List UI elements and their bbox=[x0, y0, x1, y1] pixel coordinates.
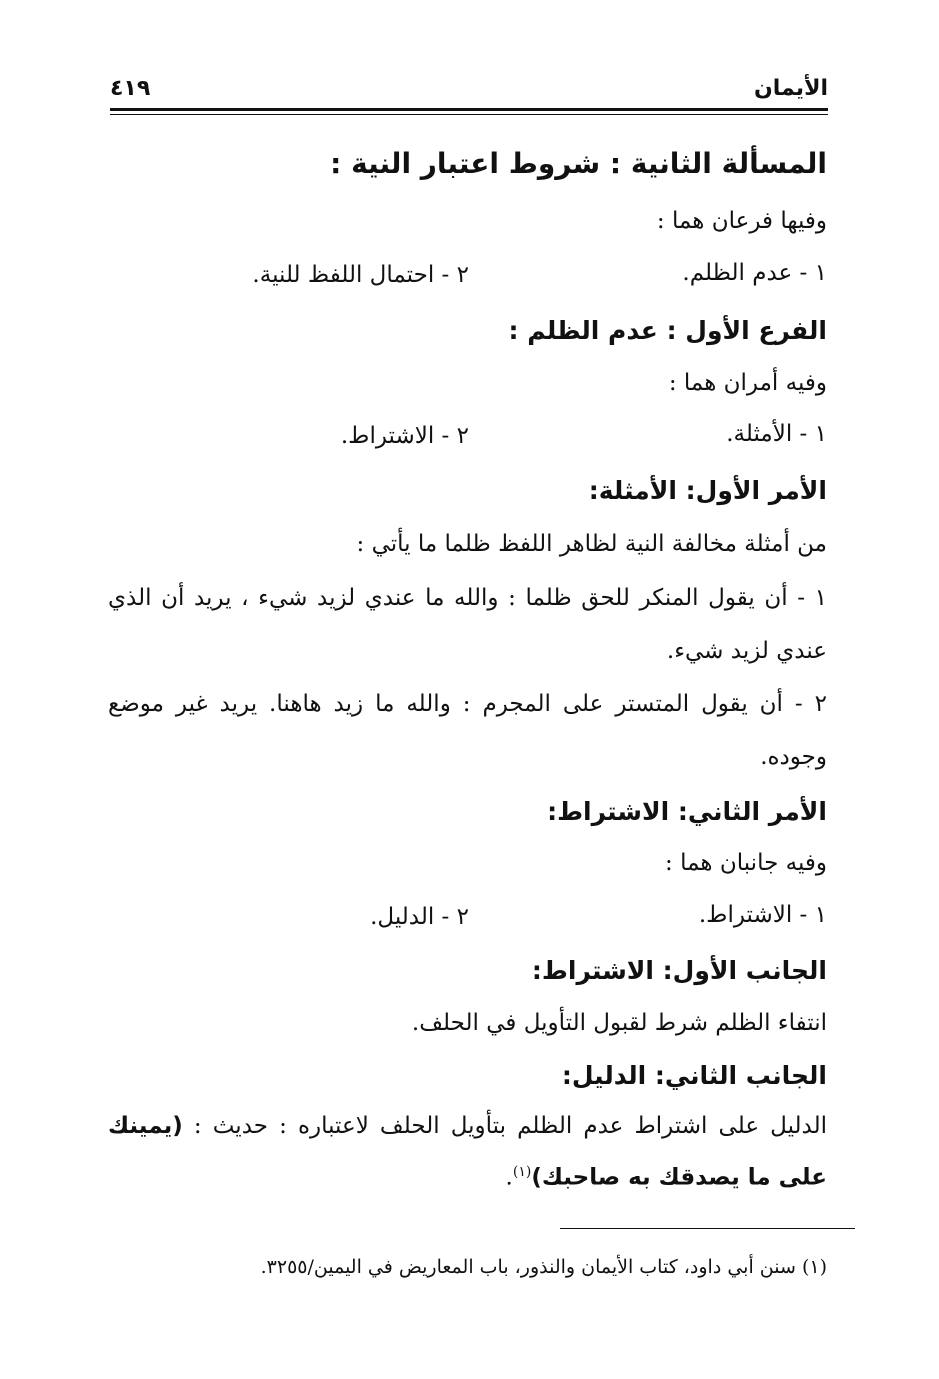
example-1-line-2: عندي لزيد شيء. bbox=[666, 638, 827, 664]
side-item-1: ١ - الاشتراط. bbox=[698, 902, 827, 928]
hadith-quote-end: على ما يصدقك به صاحبك) bbox=[531, 1164, 827, 1191]
page-number: ٤١٩ bbox=[110, 75, 151, 101]
side-1-text: انتفاء الظلم شرط لقبول التأويل في الحلف. bbox=[411, 1010, 827, 1036]
heading-side-1: الجانب الأول: الاشتراط: bbox=[531, 956, 827, 985]
header-rule-thick bbox=[110, 108, 828, 111]
side-item-2: ٢ - الدليل. bbox=[370, 904, 469, 930]
heading-side-2: الجانب الثاني: الدليل: bbox=[561, 1061, 827, 1090]
evidence-end: . bbox=[505, 1164, 513, 1191]
evidence-text: الدليل على اشتراط عدم الظلم بتأويل الحلف لاعتباره : حديث : bbox=[193, 1113, 827, 1139]
matter-item-2: ٢ - الاشتراط. bbox=[340, 423, 469, 449]
header-rule-thin bbox=[110, 114, 828, 115]
example-2-line-1: ٢ - أن يقول المتستر على المجرم : والله ما زيد هاهنا. يريد غير موضع bbox=[108, 691, 827, 717]
evidence-line-2 bbox=[506, 1165, 827, 1190]
sides-intro: وفيه جانبان هما : bbox=[665, 850, 827, 876]
running-title: الأيمان bbox=[754, 75, 828, 101]
matter-item-1: ١ - الأمثلة. bbox=[726, 421, 827, 447]
branches-intro: وفيها فرعان هما : bbox=[656, 208, 827, 234]
evidence-line-1 bbox=[108, 1115, 827, 1138]
heading-issue-2: المسألة الثانية : شروط اعتبار النية : bbox=[330, 147, 827, 180]
heading-matter-2: الأمر الثاني: الاشتراط: bbox=[547, 797, 827, 826]
page-header bbox=[110, 68, 828, 108]
footnote-text: (١) سنن أبي داود، كتاب الأيمان والنذور، باب المعاريض في اليمين/٣٢٥٥. bbox=[260, 1256, 827, 1278]
footnote-rule bbox=[560, 1228, 855, 1229]
hadith-quote-start: (يمينك bbox=[108, 1113, 183, 1139]
examples-intro: من أمثلة مخالفة النية لظاهر اللفظ ظلما ما يأتي : bbox=[356, 531, 827, 557]
example-1-line-1: ١ - أن يقول المنكر للحق ظلما : والله ما عندي لزيد شيء ، يريد أن الذي bbox=[108, 585, 827, 611]
heading-branch-1: الفرع الأول : عدم الظلم : bbox=[508, 316, 827, 345]
branch-item-1: ١ - عدم الظلم. bbox=[682, 260, 827, 286]
matters-intro: وفيه أمران هما : bbox=[668, 370, 827, 396]
footnote-marker: (١) bbox=[512, 1164, 532, 1180]
example-2-line-2: وجوده. bbox=[760, 744, 827, 770]
heading-matter-1: الأمر الأول: الأمثلة: bbox=[588, 476, 827, 505]
branch-item-2: ٢ - احتمال اللفظ للنية. bbox=[252, 262, 469, 288]
